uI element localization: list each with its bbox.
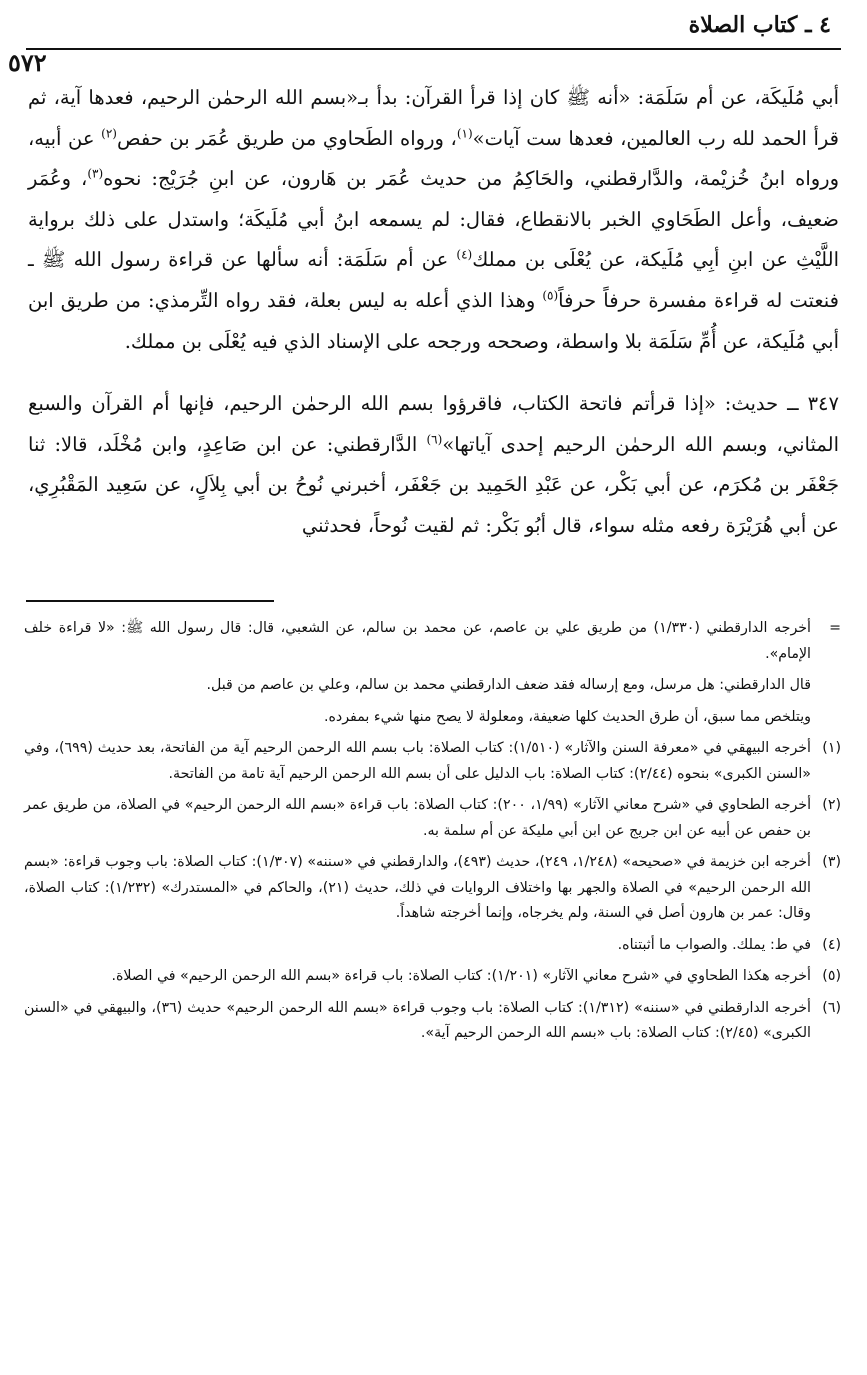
footnote-3: [24, 850, 841, 927]
footnote-text: أخرجه الدارقطني (١/٣٣٠) من طريق علي بن عاصم، عن محمد بن سالم، عن الشعبي، قال: قال رسول الله ﷺ: «لا قراءة خلف الإمام».: [24, 620, 811, 662]
footnote-text: ويتلخص مما سبق، أن طرق الحديث كلها ضعيفة، ومعلولة لا يصح منها شيء بمفرده.: [323, 708, 811, 725]
footnote-mark: (١): [822, 740, 841, 756]
footnote-mark: (٢): [822, 797, 841, 813]
chapter-title: ٤ ـ كتاب الصلاة: [688, 12, 831, 38]
footnote-mark: (٥): [822, 968, 841, 984]
main-text: [28, 78, 839, 547]
footnote-4: [24, 933, 841, 959]
footnote-ref-2[interactable]: (٢): [101, 126, 117, 141]
footnote-mark: (٣): [822, 854, 841, 870]
paragraph-1: أبي مُلَيكَة، عن أم سَلَمَة: «أنه ﷺ كان إذا قرأ القرآن: بدأ بـ«بسم الله الرحمٰن الرحيم، فعدها آية، ثم قرأ الحمد لله رب العالمين، فعدها ست آيات»$^{(١)}$، ورواه الطَحاوي من طريق عُمَر بن حفص$^{(٢)}$ عن أبيه، ورواه ابنُ خُزيْمة، والدَّارقطني، والحَاكِمُ من حديث عُمَر بن هَارون، عن ابنِ جُرَيْج: نحوه$^{(٣)}$، وعُمَر ضعيف، وأعل الطَحَاوي الخبر بالانقطاع، فقال: لم يسمعه ابنُ أبي مُلَيكَة؛ واستدل على ذلك برواية اللَّيْثِ عن ابنِ أبِي مُلَيكة، عن يُعْلَى بن مملك$^{(٤)}$ عن أم سَلَمَة: أنه سألها عن قراءة رسول الله ﷺ ـ فنعتت له قراءة مفسرة حرفاً حرفاً$^{(٥)}$ وهذا الذي أعله به ليس بعلة، فقد رواه التِّرمذي: من طريق ابن أبي مُلَيكة، عن أُمِّ سَلَمَة بلا واسطة، وصححه ورجحه على الإسناد الذي فيه يُعْلَى بن مملك.: [28, 86, 840, 353]
footnote-text: في ط: يملك. والصواب ما أثبتناه.: [617, 936, 811, 953]
footnote-5: [24, 964, 841, 990]
footnote-continued: [24, 616, 841, 667]
footnote-6: [24, 996, 841, 1047]
hadith-347: ٣٤٧ ــ حديث: «إذا قرأتم فاتحة الكتاب، فاقرؤوا بسم الله الرحمٰن الرحيم، فإنها أم القرآن والسبع المثاني، وبسم الله الرحمٰن الرحيم إحدى آياتها»$^{(٦)}$ الدَّارقطني: عن ابن صَاعِدٍ، وابن مُخْلَد، قالا: ثنا جَعْفَر بن مُكرَم، عن أبي بَكْر، عن عَبْدِ الحَمِيد بن جَعْفَر، أخبرني نُوحُ بن أبي بِلاَلٍ، عن سَعِيد المَقْبُرِي، عن أبي هُرَيْرَة رفعه مثله سواء، قال أبُو بَكْر: ثم لقيت نُوحاً، فحدثني: [28, 392, 839, 537]
footnote-ref-5[interactable]: (٥): [542, 288, 559, 303]
footnote-mark: (٤): [822, 936, 841, 953]
footnote-separator: [26, 600, 274, 602]
footnote-mark: (٦): [822, 999, 841, 1016]
footnote-ref-1[interactable]: (١): [456, 126, 473, 141]
footnote-text: أخرجه الطحاوي في «شرح معاني الآثار» (١/٩٩، ٢٠٠): كتاب الصلاة: باب قراءة «بسم الله الرحمن الرحيم» في الصلاة، من طريق عمر بن حفص عن أبيه عن ابن جريج عن ابن أبي مليكة عن أم سلمة به.: [24, 797, 812, 839]
footnote-1: [24, 736, 841, 787]
footnote-text: أخرجه هكذا الطحاوي في «شرح معاني الآثار» (١/٢٠١): كتاب الصلاة: باب قراءة «بسم الله الرحمن الرحيم» في الصلاة.: [111, 968, 811, 984]
footnote-text: قال الدارقطني: هل مرسل، ومع إرساله فقد ضعف الدارقطني محمد بن سالم، وعلي بن عاصم من قبل.: [206, 677, 811, 693]
footnote-continued: [24, 705, 841, 731]
running-header: [26, 0, 841, 50]
page-number: ٥٧٢: [8, 48, 47, 77]
footnote-continued: [24, 673, 841, 699]
footnote-mark: =: [829, 620, 841, 636]
footnote-ref-3[interactable]: (٣): [87, 166, 104, 181]
footnotes: [24, 616, 841, 1053]
footnote-text: أخرجه الدارقطني في «سننه» (١/٣١٢): كتاب الصلاة: باب وجوب قراءة «بسم الله الرحمن الرحيم» حديث (٣٦)، والبيهقي في «السنن الكبرى» (٢/٤٥): كتاب الصلاة: باب «بسم الله الرحمن الرحيم آية».: [24, 999, 812, 1041]
footnote-ref-4[interactable]: (٤): [456, 247, 473, 262]
footnote-text: أخرجه ابن خزيمة في «صحيحه» (١/٢٤٨، ٢٤٩)، حديث (٤٩٣)، والدارقطني في «سننه» (١/٣٠٧): كتاب الصلاة: باب وجوب قراءة: «بسم الله الرحمن الرحيم» في الصلاة والجهر بها واختلاف الروايات في ذلك، حديث (٢١)، والحاكم في «المستدرك» (١/٢٣٢): كتاب الصلاة، وقال: عمر بن هارون أصل في السنة، ولم يخرجاه، وإنما أخرجته شاهداً.: [24, 854, 811, 921]
footnote-2: [24, 793, 841, 844]
footnote-ref-6[interactable]: (٦): [426, 432, 443, 447]
footnote-text: أخرجه البيهقي في «معرفة السنن والآثار» (١/٥١٠): كتاب الصلاة: باب بسم الله الرحمن الرحيم آية من الفاتحة، بعد حديث (٦٩٩)، وفي «السنن الكبرى» بنحوه (٢/٤٤): كتاب الصلاة: باب الدليل على أن بسم الله الرحمن الرحيم آية تامة من الفاتحة.: [24, 740, 811, 782]
